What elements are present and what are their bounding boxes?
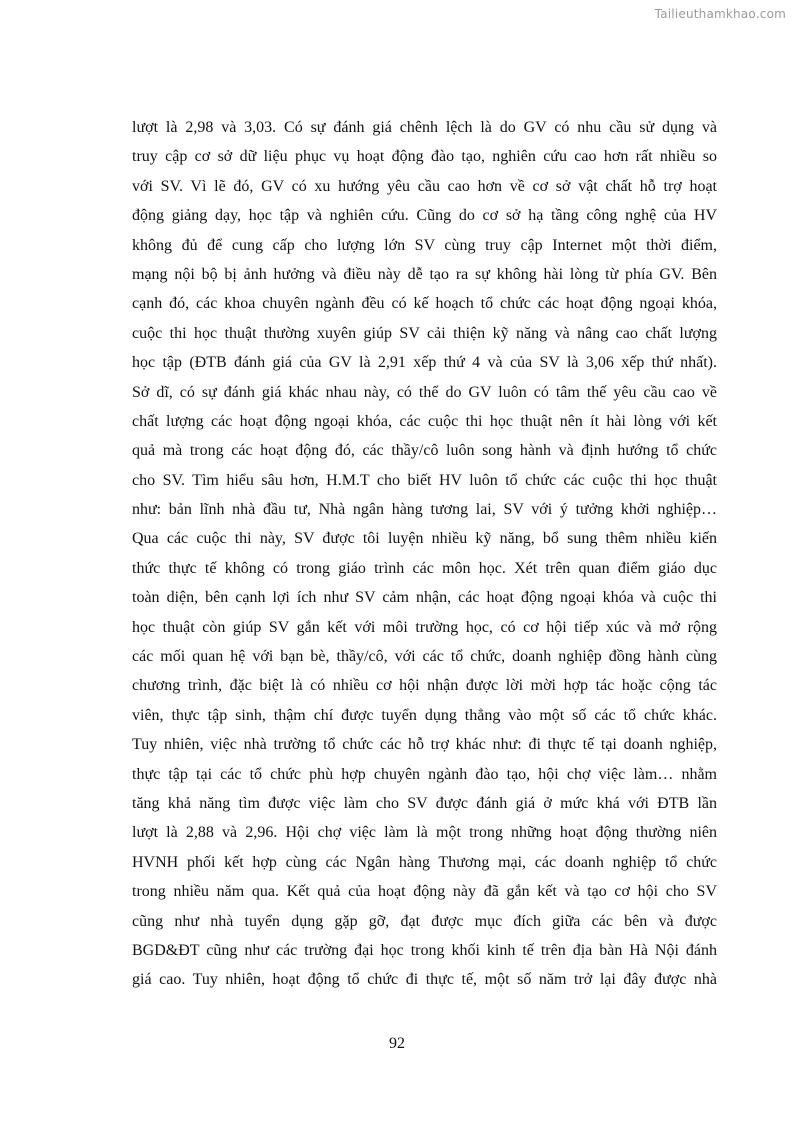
text-line: toàn diện, bên cạnh lợi ích như SV cảm nhận, các hoạt động ngoại khóa và cuộc thi [132,589,717,607]
text-line: thức thực tế không có trong giáo trình các môn học. Xét trên quan điểm giáo dục [132,559,717,577]
text-line: cũng như nhà tuyển dụng gặp gỡ, đạt được mục đích giữa các bên và được [132,912,717,930]
text-line: cạnh đó, các khoa chuyên ngành đều có kế hoạch tổ chức các hoạt động ngoại khóa, [132,295,717,313]
text-line: quả mà trong các hoạt động đó, các thầy/cô luôn song hành và định hướng tổ chức [132,442,717,460]
text-line: trong nhiều năm qua. Kết quả của hoạt động này đã gắn kết và tạo cơ hội cho SV [132,883,717,901]
text-line: giá cao. Tuy nhiên, hoạt động tổ chức đi thực tế, một số năm trở lại đây được nhà [132,971,717,989]
text-line: cuộc thi học thuật thường xuyên giúp SV cải thiện kỹ năng và nâng cao chất lượng [132,324,717,342]
document-body [132,113,717,995]
text-line: như: bản lĩnh nhà đầu tư, Nhà ngân hàng tương lai, SV với ý tưởng khởi nghiệp… [132,501,717,519]
text-line: Qua các cuộc thi này, SV được tôi luyện nhiều kỹ năng, bổ sung thêm nhiều kiến [132,530,717,548]
text-line: Tuy nhiên, việc nhà trường tổ chức các hỗ trợ khác như: đi thực tế tại doanh nghiệp, [132,736,717,754]
text-line: lượt là 2,88 và 2,96. Hội chợ việc làm là một trong những hoạt động thường niên [132,824,717,842]
text-line: mạng nội bộ bị ảnh hưởng và điều này dễ tạo ra sự không hài lòng từ phía GV. Bên [132,265,717,283]
text-line: Sở dĩ, có sự đánh giá khác nhau này, có thể do GV luôn có tâm thế yêu cầu cao về [132,383,717,401]
text-line: truy cập cơ sở dữ liệu phục vụ hoạt động đào tạo, nghiên cứu cao hơn rất nhiều so [132,148,717,166]
text-line: học tập (ĐTB đánh giá của GV là 2,91 xếp thứ 4 và của SV là 3,06 xếp thứ nhất). [132,354,717,372]
text-line: không đủ để cung cấp cho lượng lớn SV cùng truy cập Internet một thời điểm, [132,236,717,254]
text-line: lượt là 2,98 và 3,03. Có sự đánh giá chênh lệch là do GV có nhu cầu sử dụng và [132,119,717,136]
text-line: chất lượng các hoạt động ngoại khóa, các cuộc thi học thuật nên ít hài lòng với kết [132,412,717,430]
text-line: cho SV. Tìm hiểu sâu hơn, H.M.T cho biết HV luôn tổ chức các cuộc thi học thuật [132,471,717,489]
text-line: thực tập tại các tổ chức phù hợp chuyên ngành đào tạo, hội chợ việc làm… nhằm [132,765,717,783]
text-line: chương trình, đặc biệt là có nhiều cơ hội nhận được lời mời hợp tác hoặc cộng tác [132,677,717,695]
text-line: với SV. Vì lẽ đó, GV có xu hướng yêu cầu cao hơn về cơ sở vật chất hỗ trợ hoạt [132,177,717,195]
watermark: Tailieuthamkhao.com [654,7,786,21]
page-number: 92 [389,1035,405,1052]
text-line: BGD&ĐT cũng như các trường đại học trong khối kinh tế trên địa bàn Hà Nội đánh [132,941,717,959]
text-line: học thuật còn giúp SV gắn kết với môi trường học, có cơ hội tiếp xúc và mở rộng [132,618,717,636]
text-line: các mối quan hệ với bạn bè, thầy/cô, với các tổ chức, doanh nghiệp đồng hành cùng [132,648,717,666]
text-line: viên, thực tập sinh, thậm chí được tuyển dụng thẳng vào một số các tổ chức khác. [132,706,717,724]
text-line: tăng khả năng tìm được việc làm cho SV được đánh giá ở mức khá với ĐTB lần [132,794,717,812]
text-line: HVNH phối kết hợp cùng các Ngân hàng Thương mại, các doanh nghiệp tổ chức [132,853,717,871]
text-line: động giảng dạy, học tập và nghiên cứu. Cũng do cơ sở hạ tầng công nghệ của HV [132,207,717,225]
